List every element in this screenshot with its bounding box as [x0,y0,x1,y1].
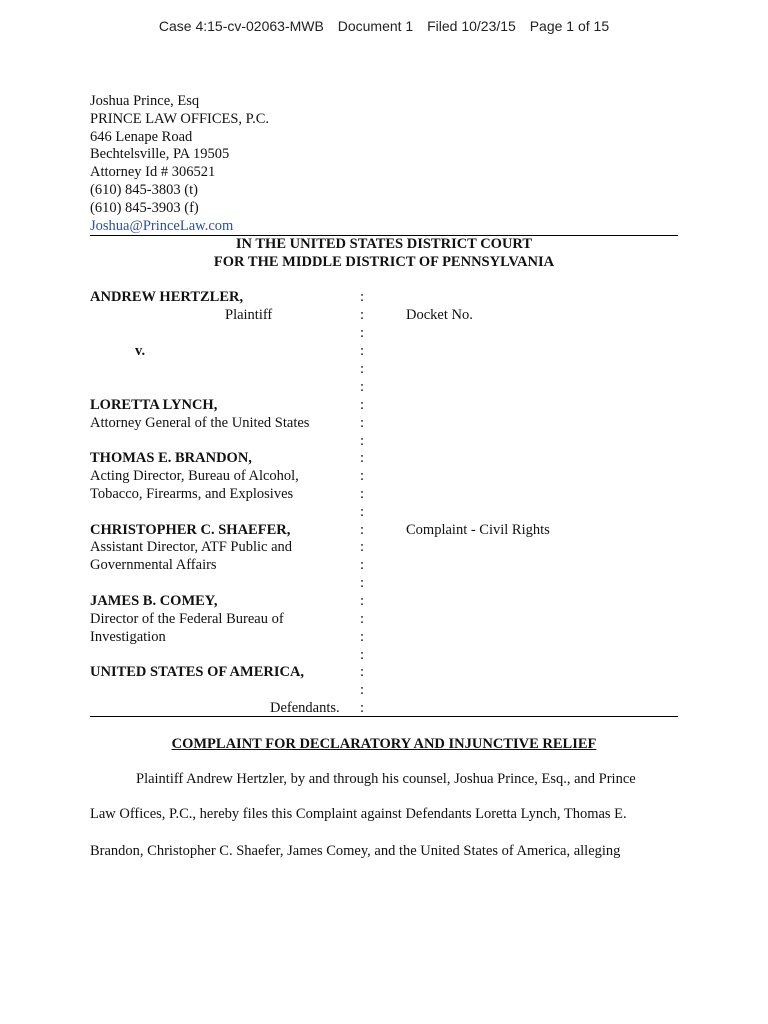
counsel-street: 646 Lenape Road [90,128,193,145]
defendant-1-title: Attorney General of the United States [90,415,310,431]
defendant-1-name: LORETTA LYNCH, [90,397,218,413]
caption-row [90,450,678,468]
caption-row [90,575,678,593]
court-heading [0,235,768,271]
caption-row [90,397,678,415]
counsel-attorney-id: Attorney Id # 306521 [90,164,216,181]
caption-colon: : [360,486,365,502]
caption-row [90,415,678,433]
court-line-2: FOR THE MIDDLE DISTRICT OF PENNSYLVANIA [213,254,555,270]
versus: v. [135,343,146,359]
document-number: Document 1 [337,18,414,34]
caption-colon: : [360,504,365,520]
defendant-3-title-2: Governmental Affairs [90,557,217,573]
counsel-fax: (610) 845-3903 (f) [90,199,199,216]
caption-row [90,307,678,325]
defendant-4-name: JAMES B. COMEY, [90,593,218,609]
caption-colon: : [360,593,365,609]
defendants-label: Defendants. [270,700,340,716]
defendant-3-title-1: Assistant Director, ATF Public and [90,539,293,555]
defendant-4-title-2: Investigation [90,629,166,645]
docket-label: Docket No. [406,307,473,323]
caption-row [90,361,678,379]
counsel-phone: (610) 845-3803 (t) [90,181,198,198]
caption-row [90,664,678,682]
counsel-name: Joshua Prince, Esq [90,93,200,109]
defendant-3-name: CHRISTOPHER C. SHAEFER, [90,522,291,538]
caption-colon: : [360,361,365,377]
caption-colon: : [360,575,365,591]
caption-row [90,522,678,540]
caption-colon: : [360,415,365,431]
caption-colon: : [360,682,365,698]
defendant-2-title-1: Acting Director, Bureau of Alcohol, [90,468,299,484]
body-line-3: Brandon, Christopher C. Shaefer, James Comey, and the United States of America, alleging [90,843,621,859]
caption-colon: : [360,647,365,663]
counsel-city: Bechtelsville, PA 19505 [90,146,230,163]
caption-row [90,647,678,665]
plaintiff-role: Plaintiff [225,307,273,323]
caption-row [90,682,678,700]
complaint-type: Complaint - Civil Rights [406,522,550,538]
caption-row [90,557,678,575]
caption-colon: : [360,468,365,484]
defendant-2-name: THOMAS E. BRANDON, [90,450,252,466]
caption-colon: : [360,629,365,645]
plaintiff-name: ANDREW HERTZLER, [90,289,244,305]
caption-colon: : [360,307,365,323]
body-line-2: Law Offices, P.C., hereby files this Complaint against Defendants Loretta Lynch, Thomas E. [90,806,627,822]
caption-colon: : [360,289,365,305]
body-line-1: Plaintiff Andrew Hertzler, by and through his counsel, Joshua Prince, Esq., and Prince [136,771,636,787]
caption-row [90,325,678,343]
counsel-firm: PRINCE LAW OFFICES, P.C. [90,110,270,127]
filed-date: Filed 10/23/15 [427,18,516,34]
caption-colon: : [360,433,365,449]
caption-colon: : [360,397,365,413]
page-header [0,18,768,34]
caption-colon: : [360,611,365,627]
court-line-1: IN THE UNITED STATES DISTRICT COURT [235,236,533,252]
caption-row [90,343,678,361]
caption-colon: : [360,539,365,555]
caption-row [90,593,678,611]
caption-row [90,629,678,647]
defendant-2-title-2: Tobacco, Firearms, and Explosives [90,486,294,502]
caption-colon: : [360,450,365,466]
counsel-block [90,93,269,235]
page-number: Page 1 of 15 [529,18,610,34]
caption-colon: : [360,700,365,716]
case-number: Case 4:15-cv-02063-MWB [158,18,324,34]
caption-colon: : [360,343,365,359]
caption-colon: : [360,664,365,680]
caption-colon: : [360,557,365,573]
caption-row [90,379,678,397]
caption-row [90,468,678,486]
caption-colon: : [360,522,365,538]
caption-row [90,611,678,629]
caption-row [90,486,678,504]
caption-row [90,433,678,451]
caption-row [90,504,678,522]
defendant-5-name: UNITED STATES OF AMERICA, [90,664,305,680]
caption-colon: : [360,325,365,341]
counsel-email-link[interactable]: Joshua@PrinceLaw.com [90,217,234,234]
caption-row [90,539,678,557]
complaint-title: COMPLAINT FOR DECLARATORY AND INJUNCTIVE RELIEF [171,736,597,752]
divider-bottom [90,716,678,717]
caption-colon: : [360,379,365,395]
caption-row [90,289,678,307]
defendant-4-title-1: Director of the Federal Bureau of [90,611,284,627]
